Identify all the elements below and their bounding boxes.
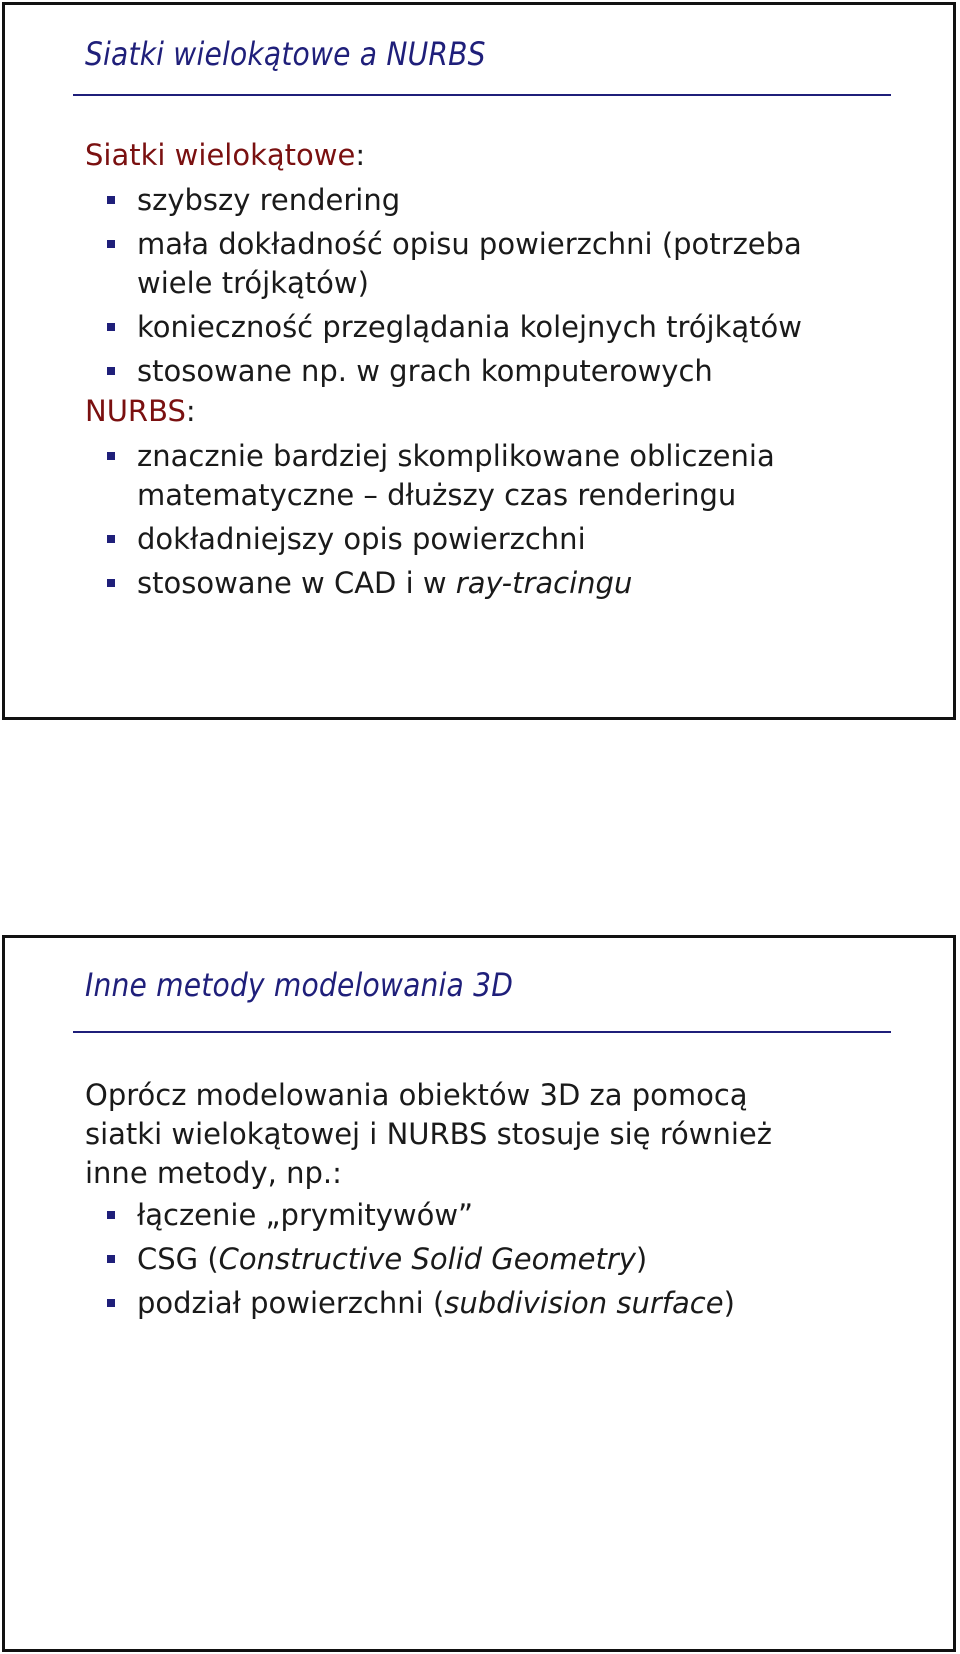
list-item-line: mała dokładność opisu powierzchni (potrzeba bbox=[137, 227, 802, 261]
title-underline bbox=[73, 94, 891, 96]
list-item bbox=[107, 225, 907, 303]
list-item-line: matematyczne – dłuższy czas renderingu bbox=[137, 478, 737, 512]
slide-1 bbox=[2, 2, 956, 720]
mesh-bullet-list bbox=[107, 181, 907, 391]
methods-bullet-list bbox=[107, 1196, 907, 1323]
list-item-italic: Constructive Solid Geometry bbox=[218, 1242, 636, 1276]
list-item-italic: subdivision surface bbox=[444, 1286, 724, 1320]
nurbs-bullet-list bbox=[107, 437, 907, 603]
list-item: szybszy rendering bbox=[107, 181, 907, 220]
section-heading-meshes bbox=[85, 138, 365, 172]
title-underline bbox=[73, 1031, 891, 1033]
paragraph-line: siatki wielokątowej i NURBS stosuje się również bbox=[85, 1117, 772, 1151]
paragraph-line: inne metody, np.: bbox=[85, 1156, 342, 1190]
list-item bbox=[107, 1284, 907, 1323]
list-item: stosowane np. w grach komputerowych bbox=[107, 352, 907, 391]
list-item-line: wiele trójkątów) bbox=[137, 266, 369, 300]
section-label: NURBS bbox=[85, 394, 186, 428]
paragraph-line: Oprócz modelowania obiektów 3D za pomocą bbox=[85, 1078, 748, 1112]
section-colon: : bbox=[185, 394, 196, 428]
list-item-text: ) bbox=[635, 1242, 648, 1276]
slide-title: Siatki wielokątowe a NURBS bbox=[85, 35, 486, 73]
list-item-text: CSG ( bbox=[137, 1242, 219, 1276]
list-item: konieczność przeglądania kolejnych trójkątów bbox=[107, 308, 907, 347]
list-item bbox=[107, 564, 907, 603]
list-item-italic: ray-tracingu bbox=[455, 566, 633, 600]
list-item-line: znacznie bardziej skomplikowane obliczenia bbox=[137, 439, 775, 473]
list-item-text: ) bbox=[723, 1286, 735, 1320]
section-heading-nurbs bbox=[85, 394, 196, 428]
section-label: Siatki wielokątowe bbox=[85, 138, 356, 172]
list-item-text: stosowane w CAD i w bbox=[137, 566, 456, 600]
slide-title: Inne metody modelowania 3D bbox=[85, 966, 514, 1004]
list-item: dokładniejszy opis powierzchni bbox=[107, 520, 907, 559]
intro-paragraph bbox=[85, 1076, 885, 1193]
list-item-text: podział powierzchni ( bbox=[137, 1286, 445, 1320]
slide-2 bbox=[2, 935, 956, 1652]
section-colon: : bbox=[355, 138, 366, 172]
list-item: łączenie „prymitywów” bbox=[107, 1196, 907, 1235]
list-item bbox=[107, 437, 907, 515]
list-item bbox=[107, 1240, 907, 1279]
